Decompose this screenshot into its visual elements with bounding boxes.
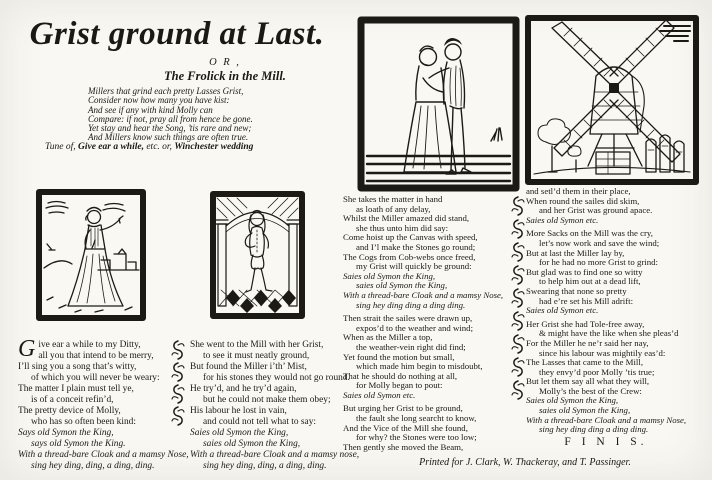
intro-line: Consider now how many you have kist: bbox=[88, 95, 230, 106]
verse-line: for why? the Stones were too low; bbox=[356, 432, 477, 443]
verse-line: and her Grist was ground apace. bbox=[539, 205, 653, 216]
verse-line: my Grist will quickly be ground: bbox=[356, 261, 472, 272]
verse-line: and could not tell what to say: bbox=[203, 417, 316, 427]
verse-line: who has so often been kind: bbox=[31, 417, 136, 427]
verse-line: Yet found the motion but small, bbox=[343, 351, 455, 362]
verse-line: since his labour was mightily eas’d: bbox=[539, 347, 666, 358]
verse-line: I’ll sing you a song that’s witty, bbox=[18, 362, 137, 372]
verse-line: is of a conceit refin’d, bbox=[31, 395, 114, 405]
tune-title-1: Give ear a while, bbox=[78, 142, 144, 152]
verse-line: But let them say all what they will, bbox=[526, 376, 650, 387]
verse-line: But at last the Miller lay by, bbox=[526, 247, 625, 258]
verse-line: Whilst the Miller amazed did stand, bbox=[343, 213, 470, 224]
verse-line: She takes the matter in hand bbox=[343, 194, 443, 204]
verse-line: Swearing that none so pretty bbox=[526, 285, 627, 296]
woodcut-couple-icon bbox=[357, 16, 520, 192]
verse-line: But found the Miller i’th’ Mist, bbox=[190, 362, 307, 372]
verse-line: With a thread-bare Cloak and a mamsy Nose, bbox=[526, 414, 687, 425]
verse-line: saies old Symon the King, bbox=[356, 280, 448, 291]
finis-line: F I N I S. bbox=[564, 435, 648, 448]
tune-line bbox=[45, 142, 345, 152]
page-title: Grist ground at Last. bbox=[29, 16, 325, 52]
verse-line: to help him out at a dead lift, bbox=[539, 276, 641, 287]
verse-line: & might have the like when she pleas’d bbox=[539, 328, 679, 339]
verse-line: to see it must neatly ground, bbox=[203, 351, 310, 361]
tune-title-2: Winchester wedding bbox=[174, 142, 254, 152]
verse-line: But glad was to find one so witty bbox=[526, 266, 643, 277]
verse-line: let’s now work and save the wind; bbox=[539, 237, 660, 248]
verse-line: Come hoist up the Canvas with speed, bbox=[343, 232, 478, 243]
verse-line: When round the sailes did skim, bbox=[526, 195, 640, 206]
verse-column-4 bbox=[526, 187, 710, 447]
verse-line: ive ear a while to my Ditty, bbox=[38, 340, 141, 350]
verse-column-1 bbox=[18, 336, 189, 472]
verse-line: The pretty device of Molly, bbox=[18, 406, 121, 416]
verse-line: But urging her Grist to be ground, bbox=[343, 403, 463, 414]
verse-line: He try’d, and he try’d again, bbox=[190, 384, 297, 394]
verse-line: The Cogs from Cob-webs once freed, bbox=[343, 251, 476, 262]
verse-line: and I’l make the Stones go round; bbox=[356, 241, 476, 252]
verse-line: sing hey ding ding a ding ding. bbox=[539, 424, 649, 435]
verse-line: says old Symon the King. bbox=[31, 439, 126, 449]
verse-lines bbox=[343, 195, 511, 452]
intro-line: Yet stay and hear the Song, ’tis rare and new; bbox=[88, 123, 252, 134]
verse-line: for his stones they would not go round. bbox=[203, 373, 350, 383]
intro-line: Millers that grind each pretty Lasses Grist, bbox=[88, 86, 244, 96]
woodcut-woman-icon bbox=[35, 188, 147, 322]
intro-line: Compare: if not, pray all from hence be gone. bbox=[88, 113, 253, 124]
verse-line: they envy’d poor Molly ’tis true; bbox=[539, 366, 655, 377]
verse-lines bbox=[526, 187, 710, 435]
verse-line: sing hey ding, ding, a ding, ding. bbox=[203, 461, 327, 471]
verse-line: Saies old Symon etc. bbox=[343, 389, 416, 400]
verse-line: With a thread-bare Cloak and a mamsy nose, bbox=[190, 450, 360, 460]
verse-line: sing hey ding ding a ding ding. bbox=[356, 299, 466, 310]
intro-line: And Millers know such things are often true. bbox=[88, 132, 249, 143]
verse-line: Saies old Symon etc. bbox=[526, 214, 599, 225]
verse-line: With a thread-bare Cloak and a mamsy Nose, bbox=[343, 289, 504, 300]
verse-line: saies old Symon the King, bbox=[203, 439, 301, 449]
verse-column-2 bbox=[190, 340, 360, 472]
verse-line: When as the Miller a top, bbox=[343, 332, 433, 343]
verse-line: but he could not make them obey; bbox=[203, 395, 331, 405]
woodcut-windmill-icon bbox=[524, 14, 700, 186]
verse-line: the weather-vein right did find; bbox=[356, 341, 466, 352]
verse-line: Her Grist she had Tole-free away, bbox=[526, 318, 645, 329]
intro-line: And see if any with kind Molly can bbox=[88, 104, 213, 115]
verse-column-3 bbox=[343, 195, 511, 452]
woodcut-gallant-icon bbox=[209, 190, 306, 320]
verse-line: Molly’s the best of the Crew: bbox=[539, 385, 642, 396]
verse-line: sing hey ding, ding, a ding, ding. bbox=[31, 461, 155, 471]
verse-line: expos’d to the weather and wind; bbox=[356, 322, 474, 333]
verse-line: Then gently she moved the Beam, bbox=[343, 441, 464, 452]
verse-line: saies old Symon the King, bbox=[539, 405, 631, 416]
verse-line: and setl’d them in their place, bbox=[526, 186, 631, 196]
intro-verse bbox=[88, 87, 328, 143]
fleuron-divider-icon bbox=[511, 196, 525, 401]
verse-line: His labour he lost in vain, bbox=[190, 406, 287, 416]
verse-line: She went to the Mill with her Grist, bbox=[190, 340, 324, 350]
verse-line: More Sacks on the Mill was the cry, bbox=[526, 228, 653, 239]
verse-line: For the Miller he ne’r said her nay, bbox=[526, 337, 649, 348]
verse-line: she thus unto him did say: bbox=[356, 222, 449, 233]
verse-line: all you that intend to be merry, bbox=[38, 351, 154, 361]
tune-mid: etc. or, bbox=[143, 142, 175, 152]
verse-line: for he had no more Grist to grind: bbox=[539, 257, 658, 268]
verse-line: Saies old Symon the King, bbox=[343, 270, 436, 281]
tune-prefix: Tune of, bbox=[45, 142, 78, 152]
imprint-line: Printed for J. Clark, W. Thackeray, and T. Passinger. bbox=[419, 457, 631, 468]
verse-line: for Molly began to pout: bbox=[356, 380, 443, 391]
verse-line: The Lasses that came to the Mill, bbox=[526, 357, 644, 368]
verse-line: Saies old Symon the King, bbox=[526, 395, 619, 406]
verse-line: of which you will never be weary: bbox=[31, 373, 160, 383]
verse-line: With a thread-bare Cloak and a mamsy Nose, bbox=[18, 450, 189, 460]
or-line: O R , bbox=[209, 57, 241, 68]
verse-line: That he should do nothing at all, bbox=[343, 370, 458, 381]
verse-line: as loath of any delay, bbox=[356, 203, 431, 214]
drop-cap: G bbox=[18, 336, 36, 362]
subtitle: The Frolick in the Mill. bbox=[164, 69, 286, 83]
verse-line: Saies old Symon the King, bbox=[190, 428, 289, 438]
verse-line: the fault she long searcht to know, bbox=[356, 413, 477, 424]
verse-line: And the Vice of the Mill she found, bbox=[343, 422, 468, 433]
verse-line: which made him begin to misdoubt, bbox=[356, 361, 483, 372]
verse-line: Saies old Symon etc. bbox=[526, 305, 599, 316]
verse-lines bbox=[190, 340, 360, 472]
verse-line: had e’re set his Mill adrift: bbox=[539, 295, 634, 306]
verse-line: The matter I plain must tell ye, bbox=[18, 384, 134, 394]
verse-line: Says old Symon the King, bbox=[18, 428, 114, 438]
verse-line: Then strait the sailes were drawn up, bbox=[343, 313, 473, 324]
verse-lines bbox=[18, 336, 189, 472]
